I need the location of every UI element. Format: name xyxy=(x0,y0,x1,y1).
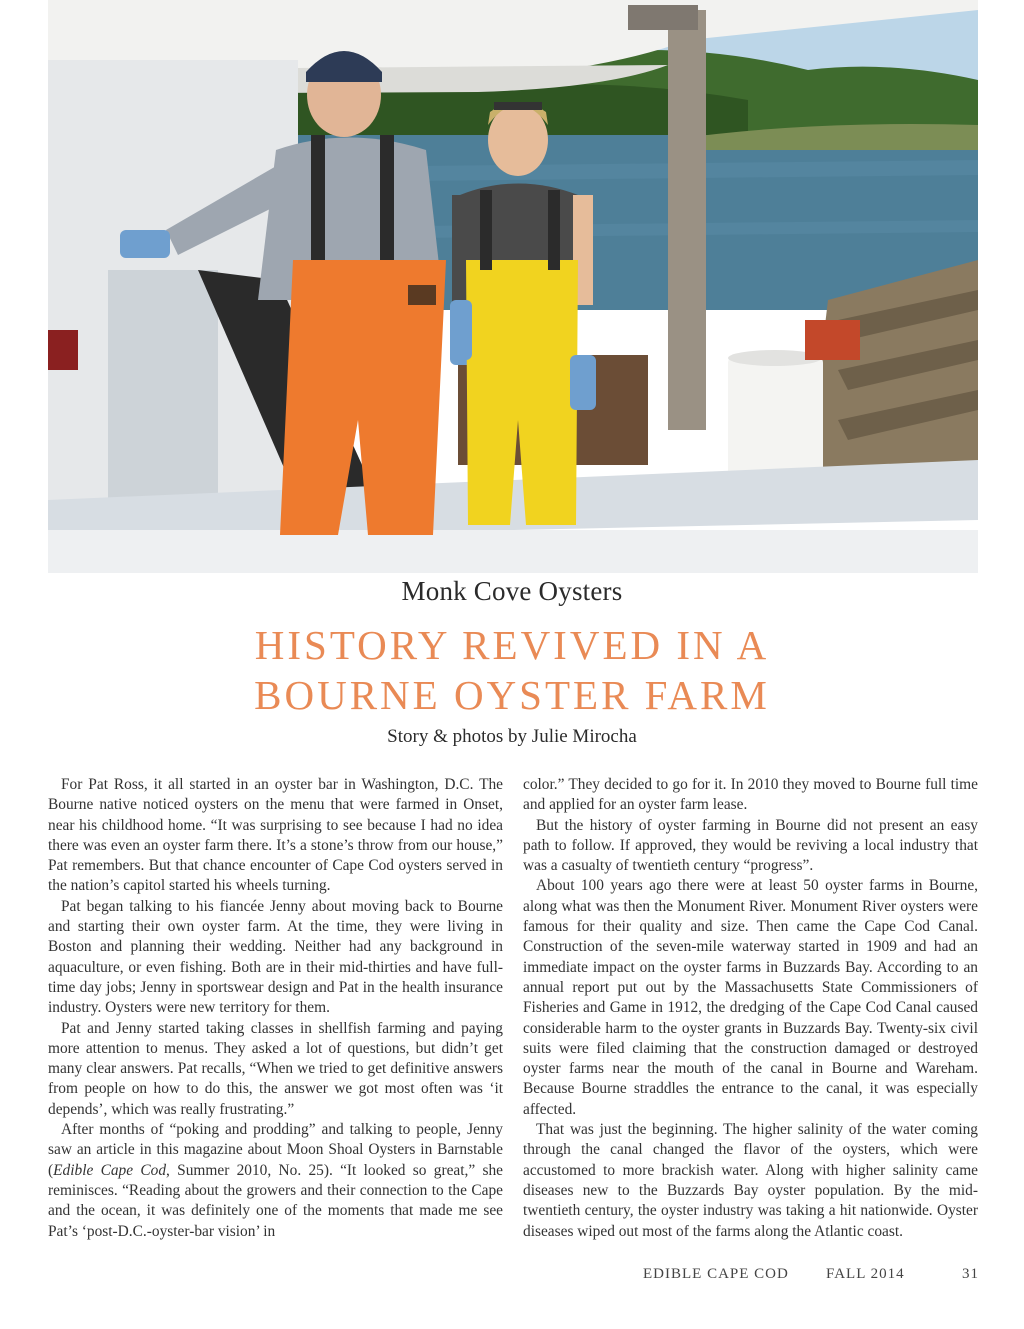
paragraph: For Pat Ross, it all started in an oyster bar in Washington, D.C. The Bourne native noticed oysters on the menu that were farmed in Onset, near his childhood home. “It was surprising to see because I had no idea there was even an oyster farm there. It’s a stone’s throw from our house,” Pat remembers. But that chance encounter of Cape Cod oysters served in the nation’s capitol started his wheels turning. xyxy=(48,776,503,895)
article-byline: Story & photos by Julie Mirocha xyxy=(387,726,637,747)
right-column xyxy=(523,775,978,1242)
paragraph-text: , Summer 2010, No. 25). “It looked so great,” she reminisces. “Reading about the growers and their connection to the Cape and the ocean, it was definitely one of the moments that made me see Pat’s ‘post-D.C.-oyster-bar vision’ in xyxy=(48,1161,503,1240)
article-kicker: Monk Cove Oysters xyxy=(401,576,623,606)
paragraph-text: After months of “poking and prodding” and talking to people, Jenny saw an article in this magazine about Moon Shoal Oysters in Barnstable ( xyxy=(48,1121,503,1179)
paragraph: Pat and Jenny started taking classes in shellfish farming and paying more attention to menus. They asked a lot of questions, but didn’t get many clear answers. Pat recalls, “When we tried to get definitive answers from people on how to do this, the answer we got most often was ‘it depends’, which was really frustrating.” xyxy=(48,1019,503,1118)
footer-publication: EDIBLE CAPE COD xyxy=(643,1266,789,1282)
photo-icon xyxy=(48,0,978,573)
paragraph: About 100 years ago there were at least 50 oyster farms in Bourne, along what was then the Monument River. Monument River oysters were famous for their quality and size. Then came the Cape Cod Canal. Construction of the seven-mile waterway started in 1909 and had an immediate impact on the oyster farms in Buzzards Bay. According to an annual report put out by the Massachusetts State Commissioners of Fisheries and Game in 1912, the dredging of the Cape Cod Canal caused considerable harm to the oyster grants in Buzzards Bay. Twenty-six civil suits were filed claiming that the construction damaged or destroyed oyster farms near the mouth of the canal in Bourne and Wareham. Because Bourne straddles the entrance to the canal, it was especially affected. xyxy=(523,877,978,1118)
headline-line-2: BOURNE OYSTER FARM xyxy=(254,672,770,718)
footer-page-number: 31 xyxy=(962,1266,979,1282)
article-headline xyxy=(0,620,1024,720)
paragraph: But the history of oyster farming in Bourne did not present an easy path to follow. If approved, they would be reviving a local industry that was a casualty of twentieth century “progress”. xyxy=(523,816,978,875)
hero-photo xyxy=(48,0,978,573)
footer-issue: FALL 2014 xyxy=(826,1266,905,1282)
paragraph: Pat began talking to his fiancée Jenny about moving back to Bourne and starting their own oyster farm. At the time, they were living in Boston and planning their wedding. Neither had any background in aquaculture, or even fishing. Both are in their mid-thirties and have full-time day jobs; Jenny in sportswear design and Pat in the health insurance industry. Oysters were new territory for them. xyxy=(48,897,503,1017)
paragraph: That was just the beginning. The higher salinity of the water coming through the canal changed the flavor of the oysters, which were accustomed to more brackish water. Along with higher salinity came diseases new to the Buzzards Bay oyster population. By the mid-twentieth century, the oyster industry was taking a hit nationwide. Oyster diseases wiped out most of the farms along the Atlantic coast. xyxy=(523,1121,978,1240)
paragraph xyxy=(48,1120,503,1242)
headline-line-1: HISTORY REVIVED IN A xyxy=(254,622,770,668)
left-column xyxy=(48,775,503,1242)
magazine-title: Edible Cape Cod xyxy=(53,1161,167,1179)
paragraph: color.” They decided to go for it. In 2010 they moved to Bourne full time and applied for an oyster farm lease. xyxy=(523,776,978,814)
